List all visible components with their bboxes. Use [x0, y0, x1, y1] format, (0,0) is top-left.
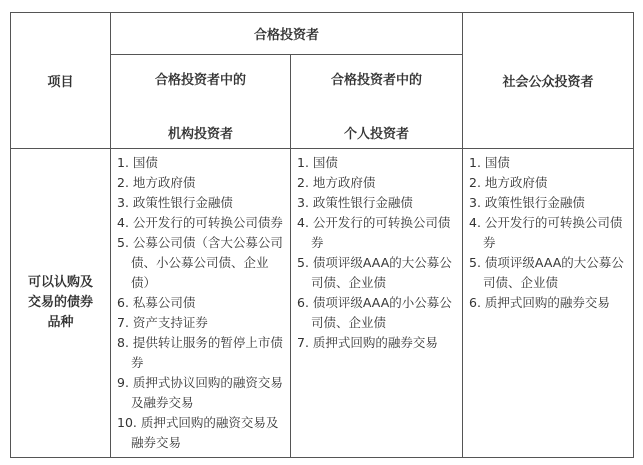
- header-individual-line1: 合格投资者中的: [331, 73, 423, 88]
- row-label: 可以认购及交易的债券品种: [11, 149, 111, 458]
- list-item: 3. 政策性银行金融债: [117, 195, 233, 210]
- header-institutional-investor: [111, 55, 291, 149]
- list-item: 5. 公募公司债（含大公募公司债、小公募公司债、企业债）: [117, 235, 283, 290]
- list-item: 1. 国债: [469, 155, 510, 170]
- investor-bond-table: [10, 12, 634, 458]
- list-item: 2. 地方政府债: [469, 175, 548, 190]
- list-item: 4. 公开发行的可转换公司债券: [297, 215, 451, 250]
- list-item: 8. 提供转让服务的暂停上市债券: [117, 335, 283, 370]
- list-item: 3. 政策性银行金融债: [469, 195, 585, 210]
- individual-bond-list-cell: [291, 149, 463, 458]
- list-item: 5. 债项评级AAA的大公募公司债、企业债: [469, 255, 624, 290]
- list-item: 4. 公开发行的可转换公司债券: [117, 215, 283, 230]
- institutional-bond-list: [117, 153, 286, 453]
- list-item: 6. 债项评级AAA的小公募公司债、企业债: [297, 295, 452, 330]
- list-item: 2. 地方政府债: [117, 175, 196, 190]
- institutional-bond-list-cell: [111, 149, 291, 458]
- header-qualified-investor: 合格投资者: [111, 13, 463, 55]
- list-item: 7. 质押式回购的融券交易: [297, 335, 438, 350]
- individual-bond-list: [297, 153, 458, 353]
- public-bond-list: [469, 153, 629, 313]
- header-public-investor: 社会公众投资者: [463, 13, 634, 149]
- list-item: 6. 质押式回购的融券交易: [469, 295, 610, 310]
- header-individual-investor: [291, 55, 463, 149]
- list-item: 5. 债项评级AAA的大公募公司债、企业债: [297, 255, 452, 290]
- list-item: 2. 地方政府债: [297, 175, 376, 190]
- list-item: 3. 政策性银行金融债: [297, 195, 413, 210]
- list-item: 10. 质押式回购的融资交易及融券交易: [117, 415, 279, 450]
- list-item: 6. 私募公司债: [117, 295, 196, 310]
- list-item: 1. 国债: [117, 155, 158, 170]
- list-item: 7. 资产支持证券: [117, 315, 208, 330]
- header-institutional-line1: 合格投资者中的: [154, 73, 246, 88]
- header-individual-line2: 个人投资者: [344, 127, 410, 142]
- header-institutional-line2: 机构投资者: [167, 127, 233, 142]
- list-item: 1. 国债: [297, 155, 338, 170]
- header-item: 项目: [11, 13, 111, 149]
- public-bond-list-cell: [463, 149, 634, 458]
- list-item: 9. 质押式协议回购的融资交易及融券交易: [117, 375, 283, 410]
- list-item: 4. 公开发行的可转换公司债券: [469, 215, 623, 250]
